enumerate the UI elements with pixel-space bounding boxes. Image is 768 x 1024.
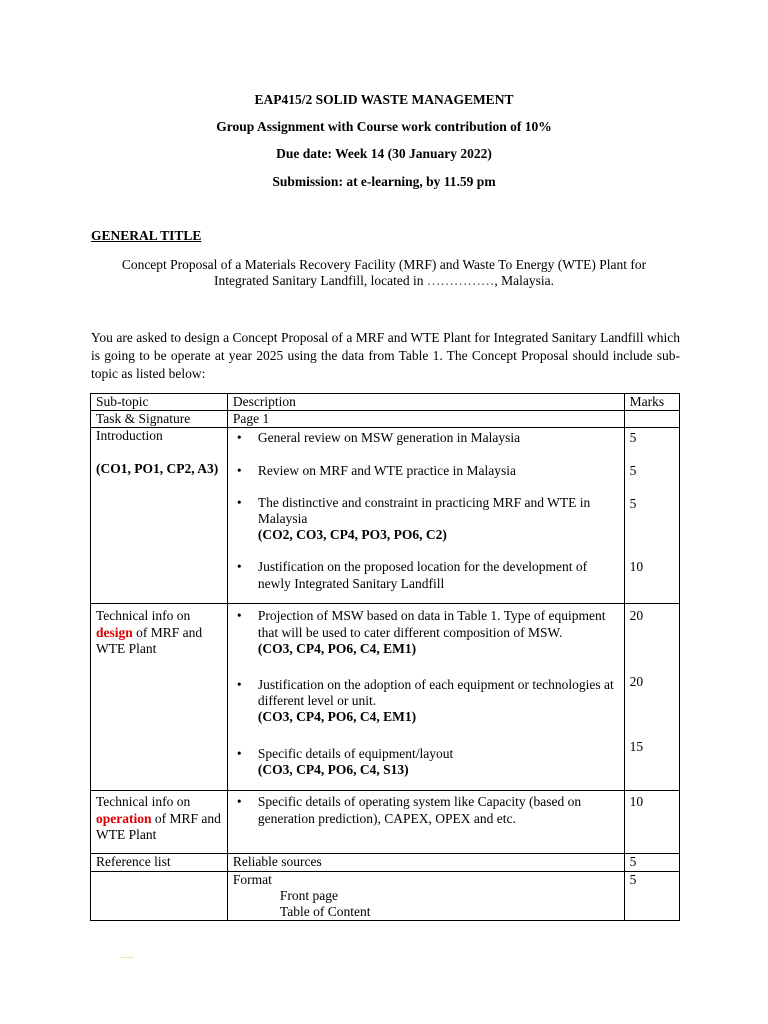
assignment-info: Group Assignment with Course work contribution of 10% xyxy=(216,119,552,135)
mark-value: 5 xyxy=(629,495,637,511)
format-item: Front page xyxy=(279,887,339,903)
task-marks xyxy=(624,411,679,428)
design-marks-cell xyxy=(624,604,679,791)
document-header xyxy=(0,92,768,201)
general-title-heading: GENERAL TITLE xyxy=(91,228,202,243)
decorative-mark xyxy=(120,957,134,958)
list-item xyxy=(233,495,619,544)
list-item-codes: (CO3, CP4, PO6, C4, S13) xyxy=(257,761,409,777)
due-date: Due date: Week 14 (30 January 2022) xyxy=(276,146,492,162)
concept-line-2 xyxy=(91,273,677,289)
list-item-codes: (CO3, CP4, PO6, C4, EM1) xyxy=(257,709,417,725)
design-subtopic-cell xyxy=(91,604,228,791)
format-label: Format xyxy=(232,871,272,887)
list-item: • Review on MRF and WTE practice in Malaysia xyxy=(233,463,619,479)
operation-subtopic-cell xyxy=(91,791,228,854)
concept-line-2-start: Integrated Sanitary Landfill, located in xyxy=(213,273,427,289)
list-item-text: The distinctive and constraint in practicing MRF and WTE in Malaysia xyxy=(257,494,591,526)
mark-value: 10 xyxy=(629,558,644,574)
location-placeholder: …………… xyxy=(426,273,495,289)
concept-line-2-end: , Malaysia. xyxy=(494,273,555,289)
concept-line-1: Concept Proposal of a Materials Recovery Facility (MRF) and Waste To Energy (WTE) Plant for xyxy=(121,257,647,272)
introduction-description-cell xyxy=(227,428,624,604)
task-description: Page 1 xyxy=(227,411,624,428)
design-subtopic-pre: Technical info on xyxy=(96,608,191,624)
operation-subtopic-pre: Technical info on xyxy=(96,794,191,810)
operation-highlight: operation xyxy=(96,810,152,826)
format-marks: 5 xyxy=(624,871,679,921)
table-row-operation xyxy=(91,791,680,854)
table-row-introduction xyxy=(91,428,680,604)
introduction-codes: (CO1, PO1, CP2, A3) xyxy=(96,460,219,476)
intro-paragraph: You are asked to design a Concept Proposal of a MRF and WTE Plant for Integrated Sanitary Landfill which is going to be operate at year 2025 using the data from Table 1. The Concept Proposal should include sub-topic as listed below: xyxy=(91,330,680,381)
reference-marks: 5 xyxy=(624,854,679,871)
course-title: EAP415/2 SOLID WASTE MANAGEMENT xyxy=(254,92,514,107)
mark-value: 20 xyxy=(629,673,644,689)
list-item-text: Specific details of equipment/layout xyxy=(257,745,454,761)
table-header-row xyxy=(91,394,680,411)
reference-subtopic: Reference list xyxy=(91,854,228,871)
concept-title xyxy=(91,257,677,289)
header-description: Description xyxy=(227,394,624,411)
list-item xyxy=(233,746,619,778)
operation-subtopic xyxy=(96,794,222,843)
format-item: Table of Content xyxy=(279,903,371,919)
mark-value: 5 xyxy=(629,430,637,446)
header-subtopic: Sub-topic xyxy=(91,394,228,411)
table-row-reference xyxy=(91,854,680,871)
reference-description: Reliable sources xyxy=(227,854,624,871)
design-subtopic xyxy=(96,608,222,657)
list-item-text: Projection of MSW based on data in Table 1. Type of equipment that will be used to cater different composition of MSW. xyxy=(257,608,606,640)
list-item xyxy=(233,677,619,726)
operation-subtopic-post: of MRF and WTE Plant xyxy=(96,810,221,842)
design-description-cell xyxy=(227,604,624,791)
header-marks: Marks xyxy=(624,394,679,411)
table-row-task xyxy=(91,411,680,428)
introduction-subtopic-cell xyxy=(91,428,228,604)
mark-value: 20 xyxy=(629,608,644,624)
submission-info: Submission: at e-learning, by 11.59 pm xyxy=(272,173,496,189)
list-item: • Justification on the proposed location for the development of newly Integrated Sanitary Landfill xyxy=(233,559,619,591)
task-subtopic: Task & Signature xyxy=(91,411,228,428)
design-subtopic-post: of MRF and WTE Plant xyxy=(96,624,203,656)
marks-table xyxy=(90,393,680,921)
introduction-label: Introduction xyxy=(96,428,163,444)
design-highlight: design xyxy=(96,624,133,640)
list-item-text: Justification on the adoption of each equipment or technologies at different level or unit. xyxy=(257,676,614,709)
mark-value: 15 xyxy=(629,738,644,754)
list-item: • General review on MSW generation in Malaysia xyxy=(233,430,619,446)
list-item-codes: (CO3, CP4, PO6, C4, EM1) xyxy=(257,640,417,656)
operation-marks-cell xyxy=(624,791,679,854)
introduction-marks-cell xyxy=(624,428,679,604)
table-row-design xyxy=(91,604,680,791)
table-row-format xyxy=(91,871,680,921)
list-item-codes: (CO2, CO3, CP4, PO3, PO6, C2) xyxy=(257,527,447,543)
format-subtopic xyxy=(91,871,228,921)
list-item: • Specific details of operating system like Capacity (based on generation prediction), CAPEX, OPEX and etc. xyxy=(233,794,619,826)
format-description-cell xyxy=(227,871,624,921)
list-item xyxy=(233,608,619,657)
operation-description-cell xyxy=(227,791,624,854)
mark-value: 5 xyxy=(629,462,637,478)
mark-value: 10 xyxy=(629,794,644,810)
